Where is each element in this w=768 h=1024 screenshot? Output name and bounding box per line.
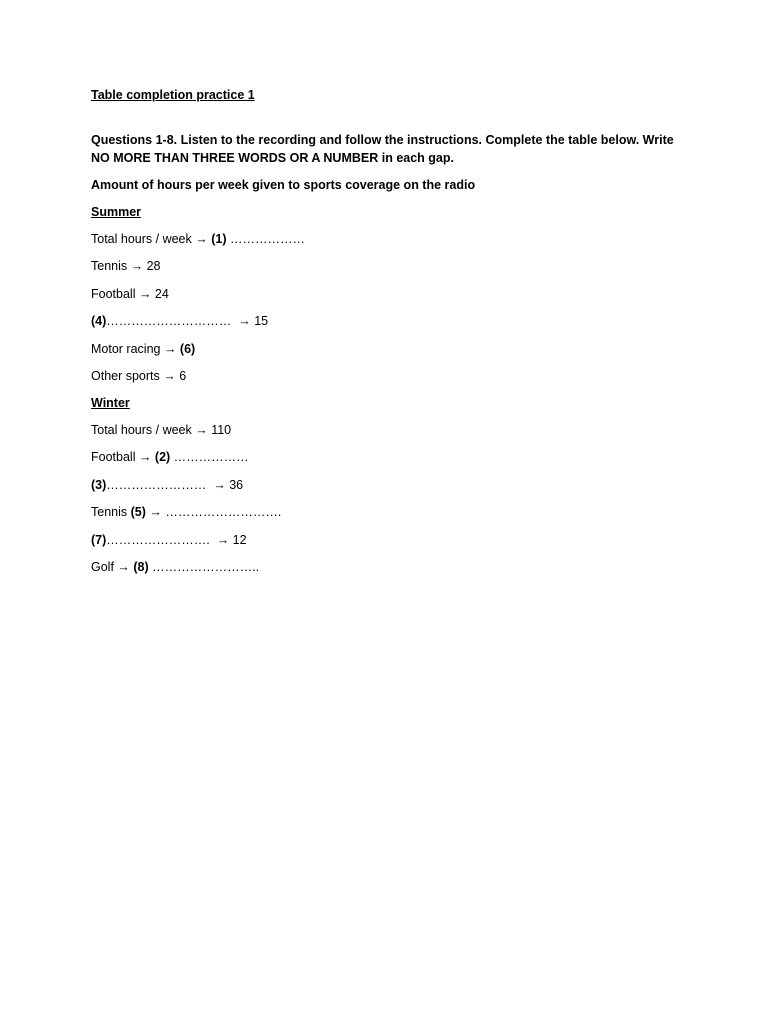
question-number: (7) (91, 532, 107, 547)
list-item (91, 367, 691, 385)
list-item (91, 312, 691, 330)
list-item (91, 230, 691, 248)
question-number: (2) (154, 450, 171, 465)
winter-list (91, 421, 691, 576)
question-number: (6) (179, 341, 196, 356)
list-item (91, 285, 691, 303)
question-number: (5) (130, 505, 146, 520)
question-number: (4) (91, 314, 107, 329)
question-number: (8) (133, 559, 149, 574)
question-number: (3) (91, 477, 107, 492)
answer-gap: → ………………………. (145, 505, 282, 520)
instructions: Questions 1-8. Listen to the recording and follow the instructions. Complete the table below. Write NO MORE THAN THREE WORDS OR A NUMBER in each gap. (91, 133, 674, 165)
item-text: Motor racing → (91, 341, 180, 356)
item-text: Other sports → 6 (91, 368, 187, 383)
answer-gap: …………………….. (148, 559, 260, 574)
list-item (91, 448, 691, 466)
list-item (91, 531, 691, 549)
item-text: Tennis (91, 505, 131, 520)
item-text: Football → 24 (91, 286, 169, 301)
answer-gap: ……………… (226, 232, 305, 246)
list-item (91, 421, 691, 439)
answer-gap: ………………………… → 15 (106, 314, 269, 329)
list-item (91, 257, 691, 275)
item-text: Total hours / week → (91, 232, 212, 246)
item-text: Football → (91, 450, 155, 465)
item-text: Total hours / week → 110 (91, 422, 232, 437)
question-number: (1) (211, 232, 227, 246)
answer-gap: ……………………. → 12 (106, 532, 247, 547)
list-item (91, 558, 691, 576)
summer-list (91, 230, 691, 385)
list-item (91, 476, 691, 494)
answer-gap: ……………… (170, 450, 249, 465)
item-text: Golf → (91, 559, 134, 574)
item-text: Tennis → 28 (91, 259, 161, 274)
list-item (91, 340, 691, 358)
page-title: Table completion practice 1 (91, 88, 255, 102)
table-subheading: Amount of hours per week given to sports coverage on the radio (91, 178, 476, 192)
list-item (91, 503, 691, 521)
answer-gap: …………………… → 36 (106, 477, 244, 492)
summer-heading: Summer (91, 205, 142, 219)
document-page (91, 86, 691, 576)
winter-heading: Winter (91, 395, 130, 410)
